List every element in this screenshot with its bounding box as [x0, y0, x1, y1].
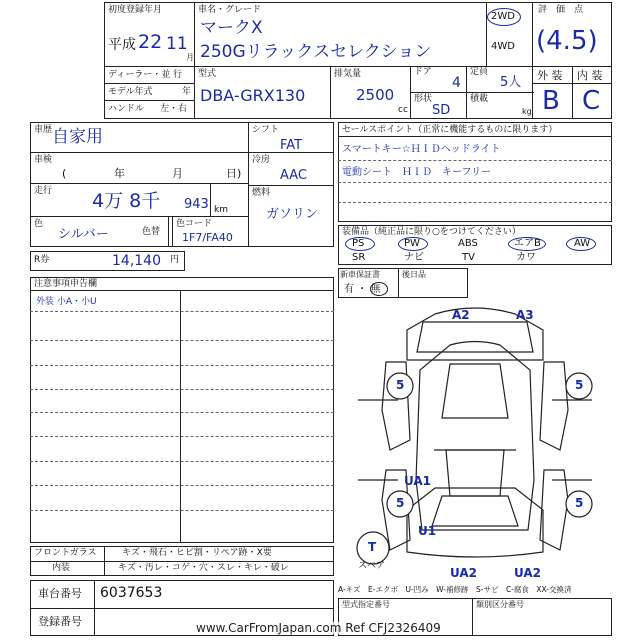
sales-points-label: セールスポイント（正常に機能するものに限ります）: [342, 125, 558, 135]
mark-ua2-left: UA2: [450, 566, 478, 580]
equip-navi: ナビ: [404, 252, 424, 263]
notes-box: [30, 277, 334, 543]
insp-open: (: [62, 167, 67, 180]
car-diagram: [338, 300, 612, 584]
door-label: ドア: [414, 67, 432, 77]
recycle-box: [30, 251, 185, 271]
insp-day: 日): [226, 167, 242, 180]
interior-label: 内 装: [577, 69, 603, 82]
drive-2wd: 2WD: [491, 11, 515, 22]
legend: A-キズ E-エクボ U-凹み W-補修跡 S-サビ C-腐食 XX-交換済: [338, 585, 572, 594]
type-label: 型式: [198, 69, 217, 79]
notes-line-1: 外装 小A・小U: [36, 297, 97, 307]
warranty-absent-circle: [370, 282, 388, 296]
watermark: www.CarFromJapan.com Ref CFJ2326409: [196, 621, 441, 635]
top-view: [416, 342, 534, 531]
color-label: 色: [34, 219, 44, 229]
color-code-label: 色コード: [176, 219, 213, 229]
capacity-value: 5人: [500, 75, 522, 90]
usage-label: 車歴: [34, 125, 53, 135]
equip-aw: AW: [574, 238, 591, 249]
tire-front-left: 5: [396, 378, 405, 392]
warranty-label: 新車保証書: [340, 270, 380, 279]
equip-tv: TV: [462, 252, 475, 263]
shift-value: FAT: [280, 138, 303, 153]
tire-front-right: 5: [575, 378, 584, 392]
notes-label: 注意事項申告欄: [34, 279, 98, 289]
shift-label: シフト: [252, 125, 280, 135]
interior-row-label: 内装: [52, 563, 71, 573]
equip-pw: PW: [404, 238, 420, 249]
dealer-label: ディーラー・並 行: [108, 70, 183, 80]
shape-value: SD: [432, 103, 451, 118]
type-value: DBA-GRX130: [200, 86, 306, 105]
equip-ps: PS: [352, 238, 365, 249]
spare-tire-mark: T: [368, 540, 377, 554]
displacement-value: 2500: [356, 86, 395, 104]
equipment-label: 装備品（純正品に限り○をつけてください）: [342, 227, 521, 237]
interior-grade: C: [582, 86, 601, 116]
door-value: 4: [452, 75, 461, 91]
equip-sr: SR: [352, 252, 366, 263]
displacement-label: 排気量: [334, 69, 362, 79]
color-code-value: 1F7/FA40: [182, 231, 233, 244]
warranty-value: 有 ・ 無: [344, 284, 381, 295]
fuel-label: 燃料: [252, 188, 271, 198]
equip-leather: カワ: [516, 252, 536, 263]
fuel-value: ガソリン: [266, 207, 319, 222]
exterior-label: 外 装: [537, 69, 563, 82]
shape-label: 形状: [414, 94, 433, 104]
tire-rear-right: 5: [575, 496, 584, 510]
model-year-label: モデル年式: [108, 87, 153, 97]
tire-rear-left: 5: [396, 496, 405, 510]
chassis-value: 6037653: [100, 585, 163, 601]
front-glass-label: フロントガラス: [34, 548, 97, 558]
first-reg-month: 11: [166, 34, 188, 54]
inspection-label: 車検: [34, 155, 53, 165]
exterior-grade: B: [542, 86, 560, 116]
load-label: 積載: [470, 94, 489, 104]
recycle-value: 14,140: [112, 253, 161, 269]
recycle-unit: 円: [170, 255, 180, 265]
equip-airbag: エアB: [514, 238, 541, 249]
usage-value: 自家用: [52, 127, 103, 147]
ac-label: 冷房: [252, 155, 271, 165]
mileage-value: 4万 8千: [92, 190, 161, 212]
color-value: シルバー: [58, 227, 109, 242]
recycle-label: R券: [34, 255, 50, 265]
first-reg-era: 平成: [108, 37, 136, 53]
car-name-label: 車名・グレード: [198, 5, 262, 15]
first-reg-label: 初度登録年月: [108, 5, 163, 15]
handle-label: ハンドル: [108, 104, 145, 114]
year-unit: 年: [182, 87, 192, 97]
cert-label-2: 類別区分番号: [476, 600, 524, 609]
month-unit: 月: [186, 53, 194, 62]
mileage-label: 走行: [34, 186, 53, 196]
book-label: 後日品: [402, 270, 426, 279]
mark-ua2-right: UA2: [514, 566, 542, 580]
mark-a3-front: A3: [516, 308, 534, 322]
car-grade: 250Gリラックスセレクション: [200, 42, 432, 62]
cc-unit: cc: [398, 105, 408, 115]
reg-label: 登録番号: [38, 615, 82, 628]
equip-abs: ABS: [458, 238, 478, 249]
color-change-label: 色替: [142, 227, 161, 237]
drive-4wd: 4WD: [491, 41, 515, 52]
kg-unit: kg: [522, 107, 532, 116]
chassis-label: 車台番号: [38, 587, 82, 600]
insp-month: 月: [172, 167, 183, 180]
rear-view: [407, 488, 543, 557]
sales-point-1: スマートキー☆ＨＩＤヘッドライト: [342, 144, 501, 155]
interior-row-value: キズ・汚レ・コゲ・穴・スレ・キレ・破レ: [118, 563, 289, 573]
km-unit: km: [214, 205, 228, 215]
insp-year: 年: [114, 167, 125, 180]
mark-u1: U1: [418, 524, 437, 538]
handle-value: 左・右: [160, 104, 188, 114]
sales-point-2: 電動シート ＨＩＤ キーフリー: [342, 167, 492, 178]
mileage-sub: 943: [184, 197, 209, 212]
car-name: マークX: [200, 18, 263, 38]
mark-a2-front: A2: [452, 308, 470, 322]
front-glass-value: キズ・飛石・ヒビ割・リペア跡・X要: [122, 548, 272, 558]
mark-ua1: UA1: [404, 474, 432, 488]
first-reg-year: 22: [138, 31, 163, 53]
eval-score: (4.5): [536, 26, 598, 56]
eval-label: 評 価 点: [538, 5, 584, 15]
ac-value: AAC: [280, 168, 307, 183]
cert-label-1: 型式指定番号: [342, 600, 390, 609]
spare-tire-label: スペア: [358, 561, 386, 571]
capacity-label: 定員: [470, 67, 489, 77]
